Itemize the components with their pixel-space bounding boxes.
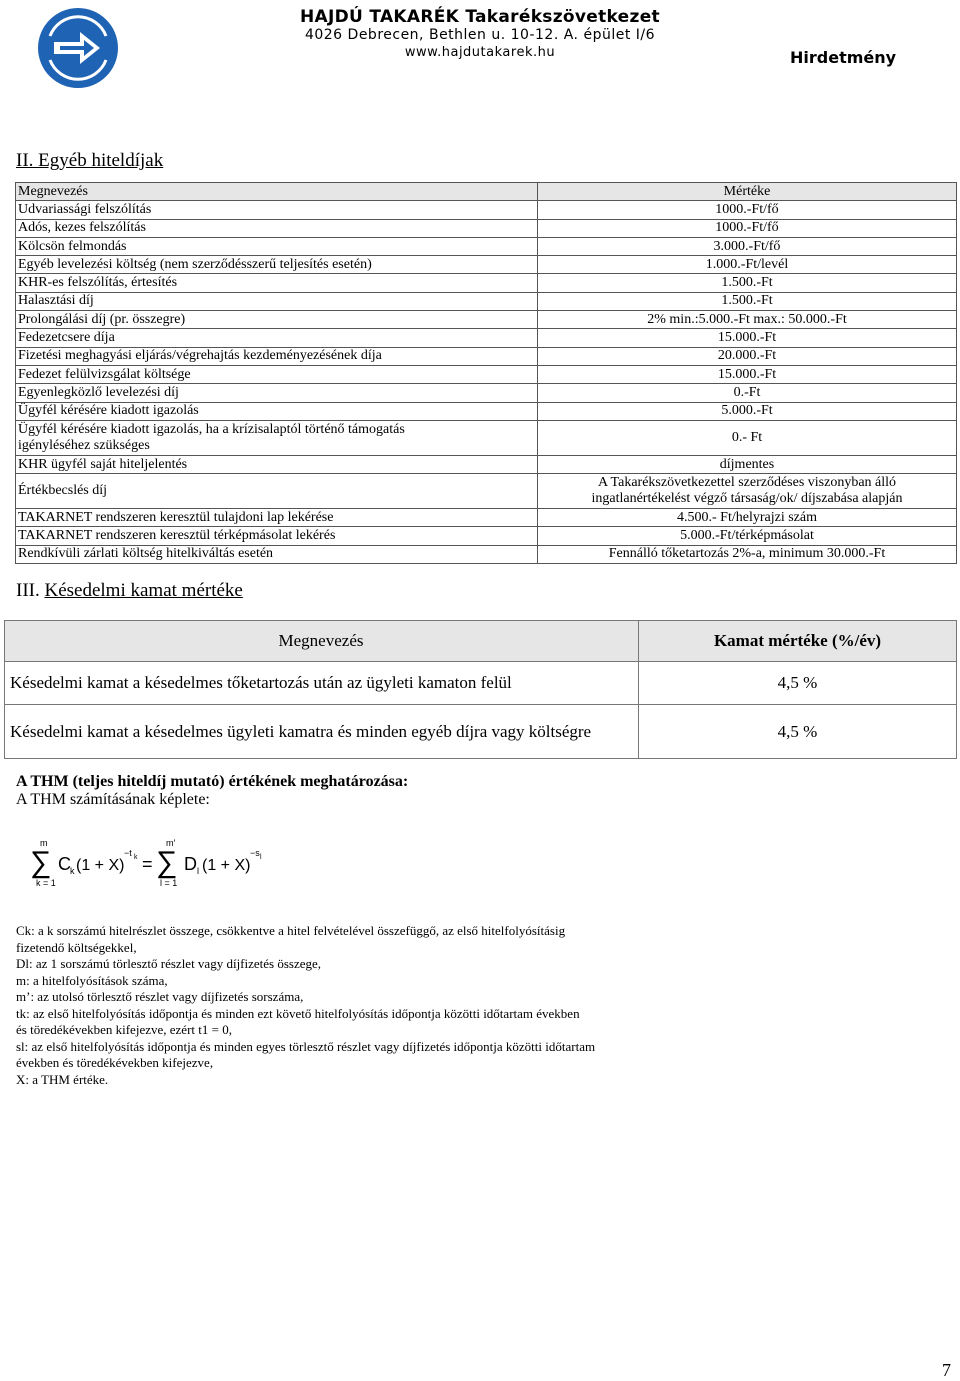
table-row: Egyenlegközlő levelezési díj 0.-Ft [16,384,957,402]
table-row: Értékbecslés díj A Takarékszövetkezettel szerződéses viszonyban álló ingatlanértékelést végző társaság/ok/ díjszabása alapján [16,474,957,509]
other-fees-table [15,182,957,564]
table-row: TAKARNET rendszeren keresztül térképmásolat lekérés 5.000.-Ft/térképmásolat [16,527,957,545]
definition-line: Dl: az 1 sorszámú törlesztő részlet vagy díjfizetés összege, [16,956,322,971]
svg-text:(1 + X): (1 + X) [76,857,125,874]
definition-line: m: a hitelfolyósítások száma, [16,972,168,988]
table-header-row [16,183,957,201]
svg-text:∑: ∑ [156,846,178,879]
header-rate: Mértéke [538,183,957,201]
table-row: Fedezetcsere díja 15.000.-Ft [16,329,957,347]
table-row: Halasztási díj 1.500.-Ft [16,292,957,310]
section-3-title: III. Késedelmi kamat mértéke [16,580,243,601]
definition-line: sl: az első hitelfolyósítás időpontja és minden egyes törlesztő részlet vagy díjfizetés időpontja közötti időtartam [16,1038,596,1054]
section-2-title: II. Egyéb hiteldíjak [16,150,164,171]
definition-line: tk: az első hitelfolyósítás időpontja és minden ezt követő hitelfolyósítás időpontja közötti időtartam években [16,1005,580,1021]
definition-line: években és töredékévekben kifejezve, [16,1055,214,1070]
late-interest-table [4,620,957,759]
table-row: Késedelmi kamat a késedelmes ügyleti kamatra és minden egyéb díjra vagy költségre 4,5 % [5,705,957,759]
header-name: Megnevezés [5,621,639,662]
svg-text:−t: −t [124,848,132,858]
table-row: Prolongálási díj (pr. összegre) 2% min.:5.000.-Ft max.: 50.000.-Ft [16,311,957,329]
definition-line: Ck: a k sorszámú hitelrészlet összege, csökkentve a hitel felvételével összefüggő, az első hitelfolyósításig [16,923,566,938]
table-header-row [5,621,957,662]
company-name: HAJDÚ TAKARÉK Takarékszövetkezet [300,7,660,27]
svg-text:l: l [260,854,262,861]
svg-text:−s: −s [250,848,260,858]
thm-formula [30,836,270,890]
table-row: Ügyfél kérésére kiadott igazolás, ha a krízisalaptól történő támogatás igényléséhez szükséges 0.- Ft [16,420,957,455]
thm-definitions [16,923,676,1088]
table-row: Adós, kezes felszólítás 1000.-Ft/fő [16,219,957,237]
definition-line: X: a THM értéke. [16,1071,109,1087]
table-row: Ügyfél kérésére kiadott igazolás 5.000.-Ft [16,402,957,420]
table-row: Egyéb levelezési költség (nem szerződésszerű teljesítés esetén) 1.000.-Ft/levél [16,256,957,274]
svg-text:m′: m′ [166,838,176,848]
svg-text:C: C [58,854,71,874]
company-logo [36,6,120,90]
letterhead [160,8,800,62]
header-name: Megnevezés [16,183,538,201]
table-row: KHR-es felszólítás, értesítés 1.500.-Ft [16,274,957,292]
table-row: TAKARNET rendszeren keresztül tulajdoni lap lekérése 4.500.- Ft/helyrajzi szám [16,509,957,527]
table-row: Fizetési meghagyási eljárás/végrehajtás kezdeményezésének díja 20.000.-Ft [16,347,957,365]
svg-text:l: l [197,866,199,876]
table-row: Rendkívüli zárlati költség hitelkiváltás esetén Fennálló tőketartozás 2%-a, minimum 30.000.-Ft [16,545,957,563]
header-rate: Kamat mértéke (%/év) [639,621,957,662]
definition-line: fizetendő költségekkel, [16,939,137,955]
definition-line: és töredékévekben kifejezve, ezért t1 = 0, [16,1022,232,1037]
svg-text:k: k [70,866,75,876]
definition-line: m’: az utolsó törlesztő részlet vagy díjfizetés sorszáma, [16,989,304,1004]
table-row: Kölcsön felmondás 3.000.-Ft/fő [16,237,957,255]
svg-text:D: D [184,854,197,874]
table-row: Késedelmi kamat a késedelmes tőketartozás után az ügyleti kamaton felül 4,5 % [5,662,957,705]
thm-title: A THM (teljes hiteldíj mutató) értékének meghatározása: [16,773,409,790]
company-website: www.hajdutakarek.hu [404,45,556,60]
page-number: 7 [942,1360,951,1380]
svg-text:(1 + X): (1 + X) [202,857,251,874]
svg-text:=: = [142,854,153,874]
svg-text:∑: ∑ [30,846,52,879]
svg-text:k = 1: k = 1 [36,878,56,888]
svg-text:l = 1: l = 1 [160,878,178,888]
table-row: Fedezet felülvizsgálat költsége 15.000.-Ft [16,365,957,383]
company-address: 4026 Debrecen, Bethlen u. 10-12. A. épület I/6 [304,27,656,43]
table-row: KHR ügyfél saját hiteljelentés díjmentes [16,455,957,473]
svg-text:m: m [40,838,48,848]
svg-text:k: k [134,854,138,861]
table-row: Udvariassági felszólítás 1000.-Ft/fő [16,201,957,219]
thm-subtitle: A THM számításának képlete: [16,791,210,808]
document-type: Hirdetmény [790,48,897,67]
